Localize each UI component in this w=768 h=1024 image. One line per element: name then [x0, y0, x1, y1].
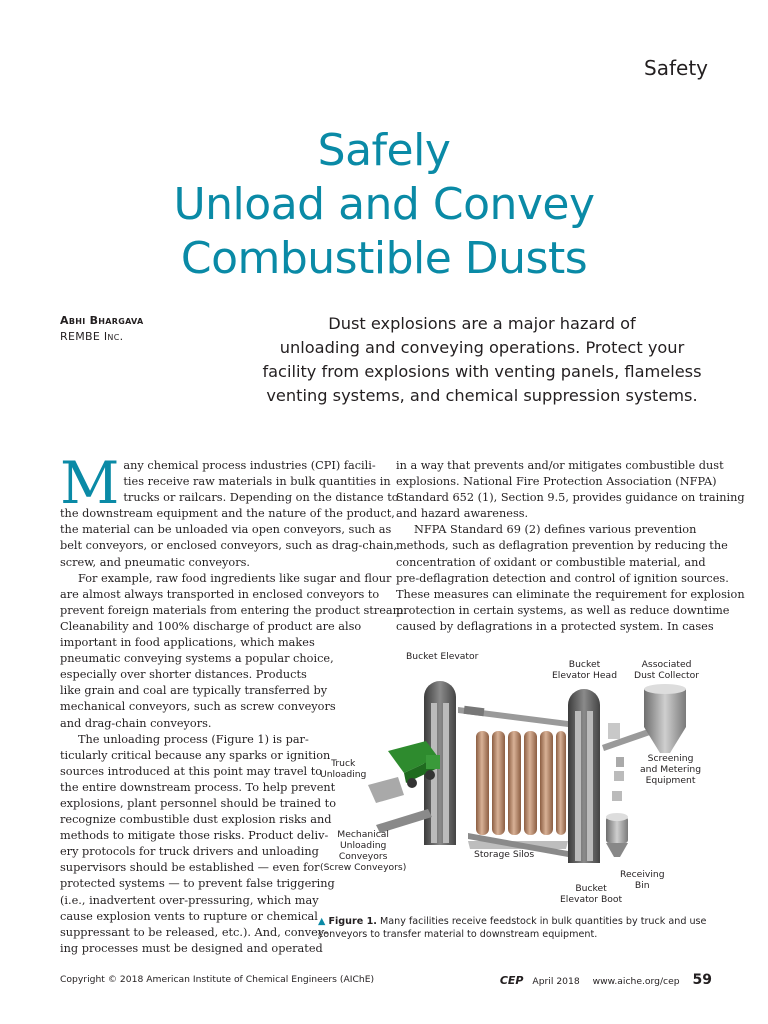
text-line: are almost always transported in enclosed conveyors to [60, 587, 380, 601]
text-line: like grain and coal are typically transferred by [60, 684, 328, 698]
title-line-3: Combustible Dusts [180, 233, 588, 284]
text-line: supervisors should be established — even for [60, 861, 320, 875]
text-line: prevent foreign materials from entering the product stream. [60, 603, 407, 617]
figure-caption [318, 915, 714, 941]
caption-label: Figure 1. [328, 916, 377, 927]
text-line: mechanical conveyors, such as screw conveyors [60, 700, 336, 714]
text-line: For example, raw food ingredients like sugar and flour [78, 571, 392, 585]
text-line: trucks or railcars. Depending on the distance to [123, 491, 399, 505]
text-line: concentration of oxidant or combustible material, and [396, 555, 706, 569]
text-line: ticularly critical because any sparks or ignition [60, 748, 331, 762]
text-line: protected systems — to prevent false triggering [60, 877, 335, 891]
text-line: sources introduced at this point may travel to [60, 764, 323, 778]
drop-cap: M [60, 449, 120, 517]
deck-line: facility from explosions with venting panels, flameless [262, 362, 702, 381]
text-line: screw, and pneumatic conveyors. [60, 555, 250, 569]
page-number: 59 [692, 972, 712, 988]
text-line: ery protocols for truck drivers and unloading [60, 845, 319, 859]
bucket-elevator-head [568, 689, 600, 863]
text-line: suppressant to be released, etc.). And, convey- [60, 925, 329, 939]
author-name: Abhi Bhargava [60, 314, 144, 327]
text-line: pre-deflagration detection and control of ignition sources. [396, 571, 729, 585]
text-line: in a way that prevents and/or mitigates combustible dust [396, 459, 724, 472]
label-screening: Screening and Metering Equipment [640, 753, 702, 786]
text-line: cause explosion vents to rupture or chemical [60, 909, 318, 923]
byline [60, 313, 144, 345]
figure-1 [318, 645, 712, 907]
text-line: recognize combustible dust explosion risks and [60, 813, 332, 827]
issue-date: April 2018 [532, 976, 580, 987]
label-dust-collector: Associated Dust Collector [634, 659, 700, 681]
text-line: Standard 652 (1), Section 9.5, provides guidance on training [396, 491, 745, 505]
label-mechanical-conveyors: Mechanical Unloading Conveyors (Screw Conveyors) [320, 829, 407, 873]
journal-logo: CEP [499, 974, 524, 987]
storage-silos [468, 731, 568, 849]
text-line: especially over shorter distances. Products [60, 668, 307, 682]
text-line: the material can be unloaded via open conveyors, such as [60, 523, 392, 537]
page-footer [60, 972, 712, 988]
text-line: Cleanability and 100% discharge of product are also [60, 619, 362, 633]
text-line: any chemical process industries (CPI) facili- [123, 459, 376, 472]
deck-line: Dust explosions are a major hazard of [328, 314, 636, 333]
caption-text: Many facilities receive feedstock in bulk quantities by truck and use conveyors to transfer material to downstream equipment. [318, 916, 707, 940]
text-line: These measures can eliminate the requirement for explosion [396, 587, 745, 601]
text-line: caused by deflagrations in a protected system. In cases [396, 619, 714, 633]
text-line: important in food applications, which makes [60, 636, 315, 650]
body-column-2 [396, 458, 745, 635]
text-line: explosions. National Fire Protection Association (NFPA) [396, 475, 717, 489]
receiving-bin-icon [606, 813, 628, 857]
label-bucket-elevator-head: Bucket Elevator Head [552, 659, 618, 681]
label-receiving-bin: Receiving Bin [620, 869, 665, 891]
triangle-icon: ▲ [318, 916, 326, 927]
text-line: protection in certain systems, as well as reduce downtime [396, 603, 730, 617]
title-line-2: Unload and Convey [173, 179, 595, 230]
label-storage-silos: Storage Silos [474, 849, 535, 860]
deck-line: unloading and conveying operations. Protect your [279, 338, 685, 357]
deck-line: venting systems, and chemical suppression systems. [266, 386, 698, 405]
text-line: methods to mitigate those risks. Product deliv- [60, 829, 329, 843]
text-line: belt conveyors, or enclosed conveyors, such as drag-chain, [60, 539, 398, 553]
text-line: the entire downstream process. To help prevent [60, 780, 336, 794]
text-line: and drag-chain conveyors. [60, 716, 212, 730]
text-line: and hazard awareness. [396, 507, 529, 521]
text-line: (i.e., inadvertent over-pressuring, which may [60, 893, 319, 907]
text-line: The unloading process (Figure 1) is par- [78, 732, 309, 746]
text-line: ties receive raw materials in bulk quantities in [123, 475, 391, 489]
copyright: Copyright © 2018 American Institute of Chemical Engineers (AIChE) [60, 974, 375, 985]
section-label: Safety [644, 56, 708, 80]
text-line: explosions, plant personnel should be trained to [60, 796, 337, 810]
journal-url[interactable]: www.aiche.org/cep [592, 976, 680, 987]
label-truck-unloading: Truck Unloading [320, 758, 367, 780]
deck [252, 312, 712, 408]
text-line: ing processes must be designed and operated [60, 941, 323, 955]
dust-collector-icon [644, 684, 686, 753]
author-affiliation: REMBE Inc. [60, 330, 124, 343]
title-line-1: Safely [317, 125, 451, 176]
text-line: the downstream equipment and the nature of the product, [60, 507, 395, 521]
upper-conveyor [458, 706, 568, 727]
text-line: methods, such as deflagration prevention by reducing the [396, 539, 728, 553]
text-line: NFPA Standard 69 (2) defines various prevention [414, 523, 697, 537]
article-title [0, 124, 768, 286]
label-bucket-elevator: Bucket Elevator [406, 651, 479, 662]
text-line: pneumatic conveying systems a popular choice, [60, 652, 334, 666]
label-elevator-boot: Bucket Elevator Boot [560, 883, 623, 905]
